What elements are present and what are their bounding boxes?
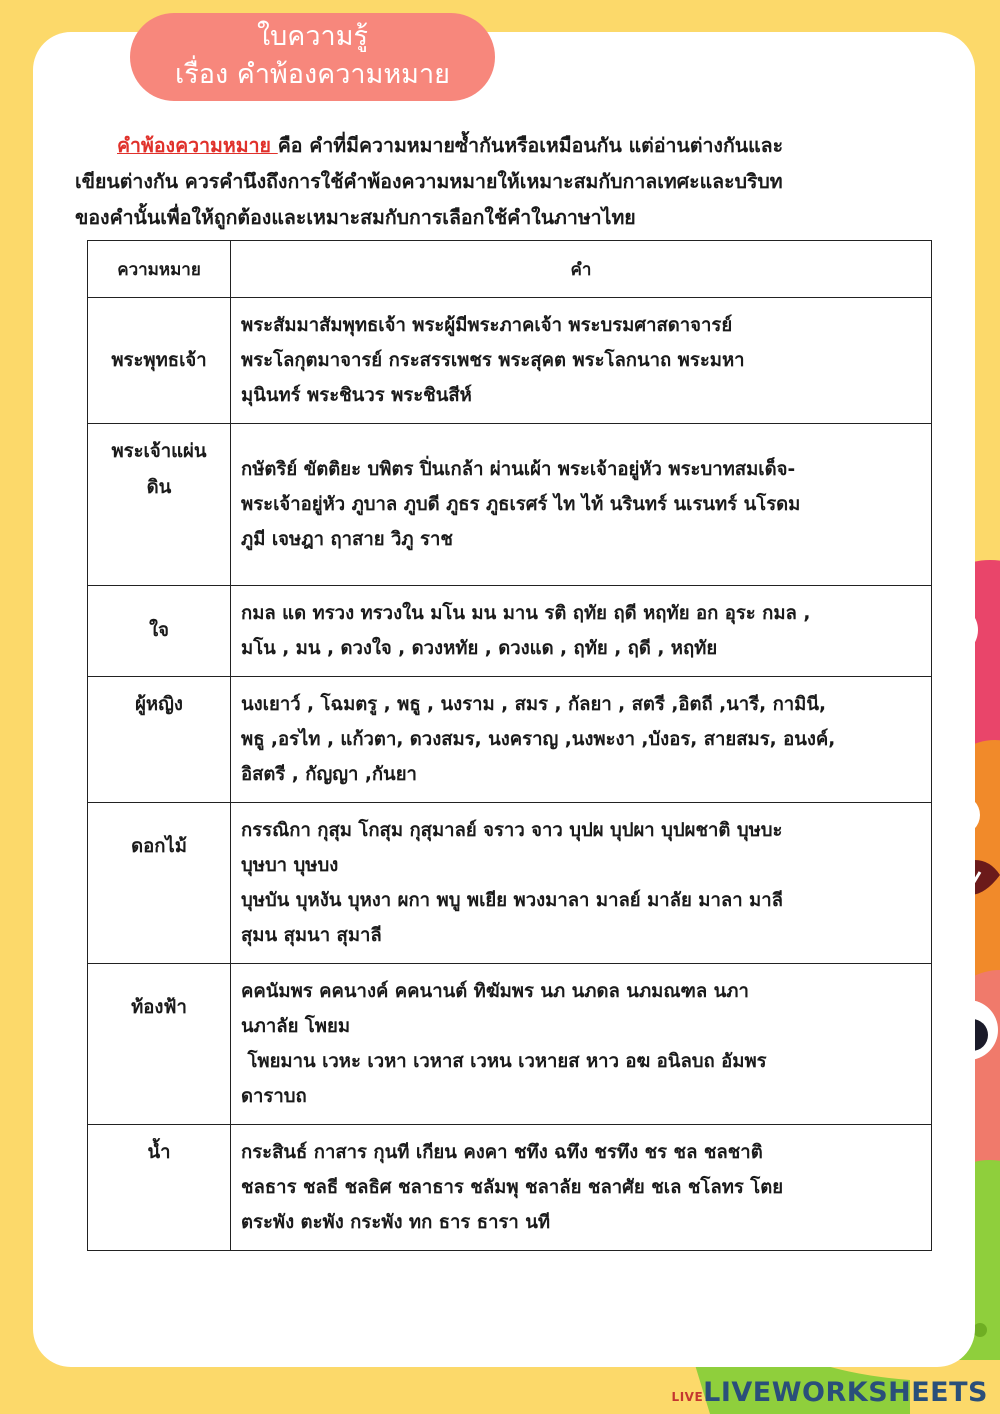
words-line: บุษบา บุษบง	[241, 855, 339, 876]
liveworksheets-logo[interactable]	[672, 1377, 988, 1408]
meaning-text: ผู้หญิง	[135, 694, 183, 715]
title-line-2: เรื่อง คำพ้องความหมาย	[175, 59, 450, 90]
meaning-text: ดิน	[146, 477, 172, 498]
intro-term: คำพ้องความหมาย	[117, 134, 278, 157]
words-line: นงเยาว์ , โฉมตรู , พธู , นงราม , สมร , กัลยา , สตรี ,อิตถี ,นารี, กามินี,	[241, 694, 827, 715]
words-line: มโน , มน , ดวงใจ , ดวงหทัย , ดวงแด , ฤทัย , ฤดี , หฤทัย	[241, 638, 718, 659]
words-line: ตระพัง ตะพัง กระพัง ทก ธาร ธารา นที	[241, 1212, 551, 1233]
words-line: คคนัมพร คคนางค์ คคนานต์ ทิฆัมพร นภ นภดล นภมณฑล นภา	[241, 981, 749, 1002]
table-header-row	[88, 241, 932, 298]
meaning-text: ท้องฟ้า	[131, 997, 187, 1018]
table-row	[88, 964, 932, 1125]
brand-text: LIVEWORKSHEETS	[703, 1377, 988, 1408]
words-line: บุษบัน บุหงัน บุหงา ผกา พบู พเยีย พวงมาลา มาลย์ มาลัย มาลา มาลี	[241, 890, 783, 911]
table-row	[88, 1125, 932, 1251]
words-cell	[231, 964, 932, 1125]
meaning-cell	[88, 803, 231, 964]
intro-line-1: คือ คำที่มีความหมายซ้ำกันหรือเหมือนกัน แต่อ่านต่างกันและ	[277, 134, 784, 157]
table-row	[88, 586, 932, 677]
words-line: กระสินธ์ กาสาร กุนที เกียน คงคา ชทึง ฉทึง ชรทึง ชร ชล ชลชาติ	[241, 1142, 763, 1163]
intro-line-2: เขียนต่างกัน ควรคำนึงถึงการใช้คำพ้องความหมายให้เหมาะสมกับกาลเทศะและบริบท	[75, 170, 783, 193]
meaning-cell	[88, 298, 231, 424]
header-meaning: ความหมาย	[88, 241, 231, 298]
words-line: พธู ,อรไท , แก้วตา, ดวงสมร, นงคราญ ,นงพะงา ,บังอร, สายสมร, อนงค์,	[241, 729, 836, 750]
meaning-text: พระพุทธเจ้า	[111, 349, 207, 371]
words-line: ดาราบถ	[241, 1086, 307, 1107]
meaning-cell	[88, 424, 231, 586]
words-line: กมล แด ทรวง ทรวงใน มโน มน มาน รติ ฤทัย ฤดี หฤทัย อก อุระ กมล ,	[241, 603, 811, 624]
words-cell	[231, 1125, 932, 1251]
meaning-text: น้ำ	[147, 1142, 171, 1163]
page-title	[130, 13, 495, 101]
words-cell	[231, 803, 932, 964]
meaning-cell	[88, 677, 231, 803]
meaning-cell	[88, 1125, 231, 1251]
intro-line-3: ของคำนั้นเพื่อให้ถูกต้องและเหมาะสมกับการเลือกใช้คำในภาษาไทย	[75, 206, 636, 229]
words-line: มุนินทร์ พระชินวร พระชินสีห์	[241, 385, 472, 406]
words-line: ชลธาร ชลธี ชลธิศ ชลาธาร ชลัมพุ ชลาลัย ชลาศัย ชเล ชโลทร โตย	[241, 1177, 784, 1198]
words-line: นภาลัย โพยม	[241, 1016, 351, 1037]
table-row	[88, 298, 932, 424]
words-line: กรรณิกา กุสุม โกสุม กุสุมาลย์ จราว จาว บุปผ บุปผา บุปผชาติ บุษบะ	[241, 820, 783, 841]
words-cell	[231, 586, 932, 677]
meaning-text: ดอกไม้	[131, 836, 187, 857]
meaning-text: ใจ	[149, 620, 169, 641]
intro-paragraph	[75, 128, 955, 236]
words-line: พระโลกุตมาจารย์ กระสรรเพชร พระสุคต พระโลกนาถ พระมหา	[241, 350, 745, 371]
meaning-cell	[88, 586, 231, 677]
words-line: กษัตริย์ ขัตติยะ บพิตร ปิ่นเกล้า ผ่านเผ้า พระเจ้าอยู่หัว พระบาทสมเด็จ-	[241, 459, 796, 480]
words-line: ภูมี เจษฎา ฤาสาย วิภู ราช	[241, 529, 453, 550]
words-line: พระสัมมาสัมพุทธเจ้า พระผู้มีพระภาคเจ้า พระบรมศาสดาจารย์	[241, 315, 733, 336]
meaning-cell	[88, 964, 231, 1125]
synonym-table	[87, 240, 932, 1251]
words-line: โพยมาน เวหะ เวหา เวหาส เวหน เวหายส หาว อฆ อนิลบถ อัมพร	[241, 1051, 767, 1072]
header-words: คำ	[231, 241, 932, 298]
table-row	[88, 424, 932, 586]
title-line-1: ใบความรู้	[256, 21, 368, 52]
meaning-text: พระเจ้าแผ่น	[111, 441, 207, 462]
words-line: พระเจ้าอยู่หัว ภูบาล ภูบดี ภูธร ภูธเรศร์ ไท ไท้ นรินทร์ นเรนทร์ นโรดม	[241, 494, 801, 515]
words-cell	[231, 677, 932, 803]
words-line: อิสตรี , กัญญา ,กันยา	[241, 764, 417, 785]
words-cell	[231, 424, 932, 586]
table-row	[88, 803, 932, 964]
words-cell	[231, 298, 932, 424]
live-tag: LIVE	[671, 1390, 704, 1404]
words-line: สุมน สุมนา สุมาลี	[241, 925, 382, 946]
table-row	[88, 677, 932, 803]
